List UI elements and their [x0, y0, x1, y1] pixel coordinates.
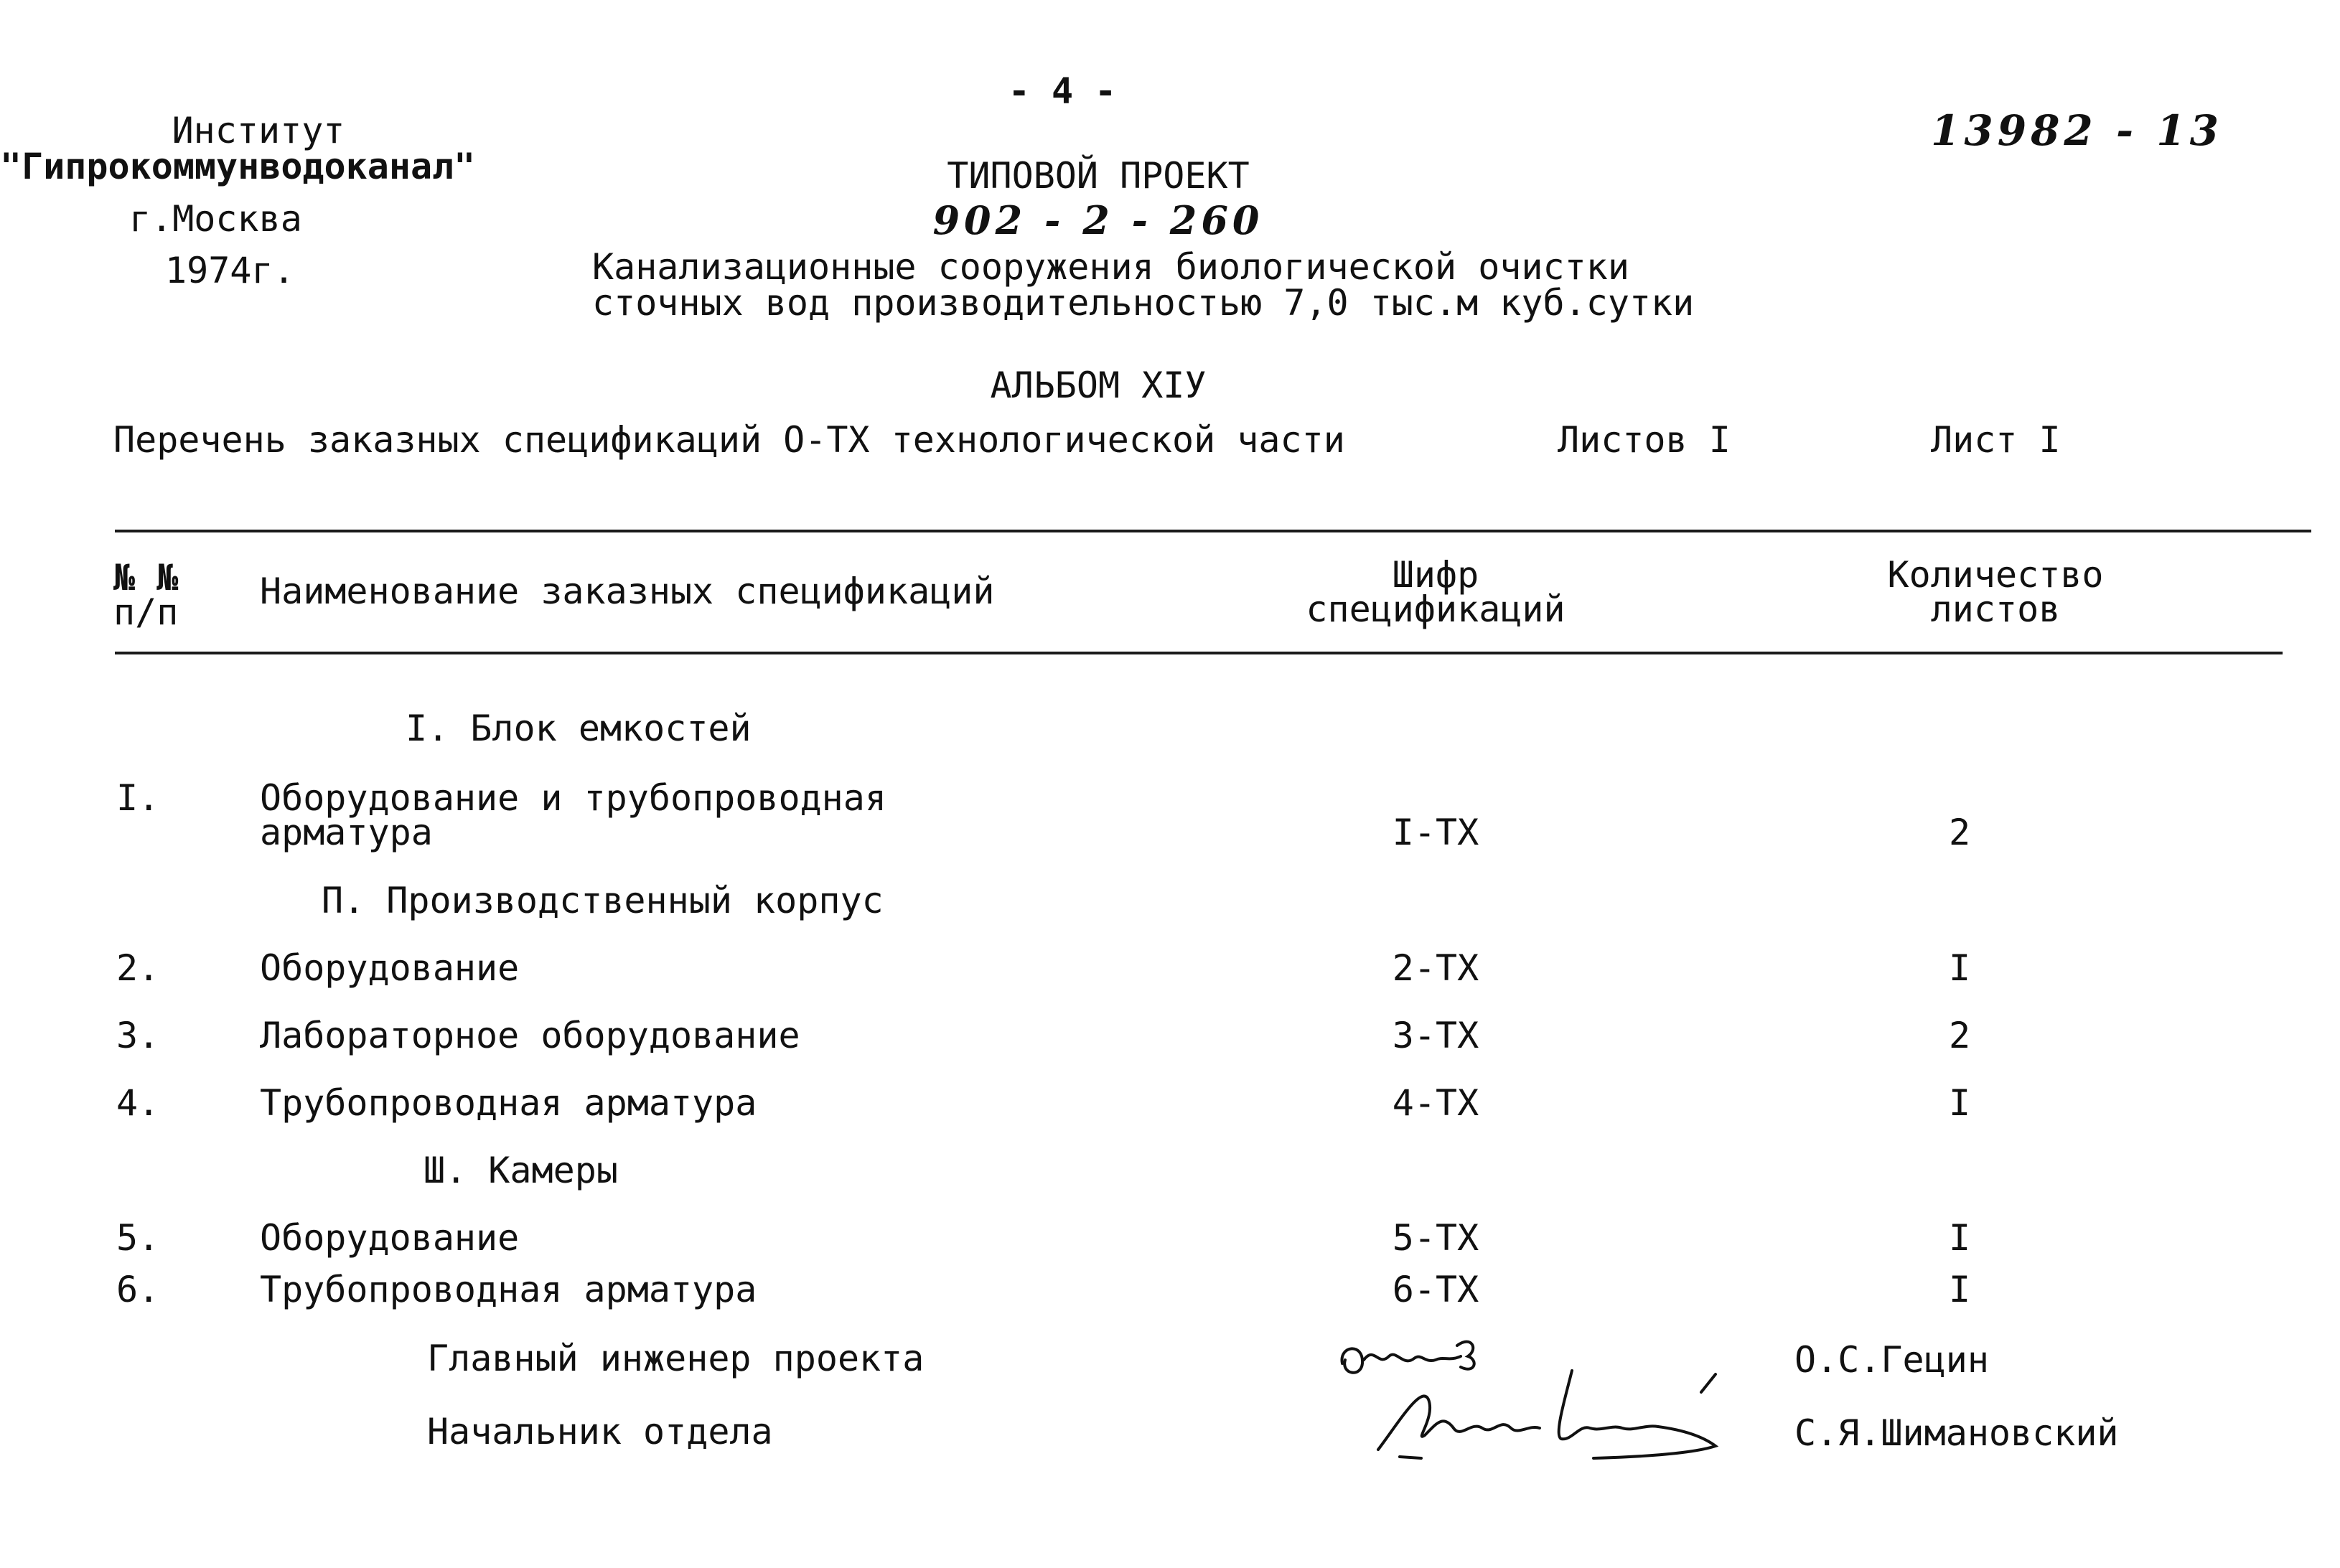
row-number: 5.	[116, 1217, 160, 1259]
project-title-line1: Канализационные сооружения биологической очистки	[592, 246, 1629, 288]
row-number: I.	[116, 777, 160, 819]
section-title: I. Блок емкостей	[406, 708, 752, 749]
department-head-name: С.Я.Шимановский	[1794, 1412, 2119, 1454]
row-qty: I	[1948, 1269, 1971, 1310]
chief-engineer-title: Главный инженер проекта	[427, 1338, 925, 1379]
row-number: 3.	[116, 1015, 160, 1056]
header-code-line1: Шифр	[1392, 554, 1479, 596]
album-title: АЛЬБОМ XIУ	[990, 365, 1207, 406]
sheet-number: Лист I	[1931, 419, 2061, 461]
row-name-line1: Оборудование и трубопроводная	[260, 777, 886, 819]
row-code: 3-ТХ	[1392, 1015, 1479, 1056]
row-code: 5-ТХ	[1392, 1217, 1479, 1259]
row-qty: I	[1948, 1217, 1971, 1259]
table-header-rule	[115, 652, 2283, 654]
project-type: ТИПОВОЙ ПРОЕКТ	[947, 155, 1250, 197]
page-number: - 4 -	[1008, 70, 1117, 112]
header-name: Наименование заказных спецификаций	[260, 571, 995, 612]
row-code: 6-ТХ	[1392, 1269, 1479, 1310]
department-head-title: Начальник отдела	[427, 1411, 773, 1452]
row-code: 2-ТХ	[1392, 947, 1479, 989]
header-num-line2: п/п	[113, 591, 179, 633]
header-qty-line1: Количество	[1887, 554, 2104, 596]
institute-name: Институт	[172, 110, 345, 151]
row-name: Трубопроводная арматура	[260, 1269, 757, 1310]
row-qty: 2	[1948, 812, 1971, 853]
row-qty: 2	[1948, 1015, 1971, 1056]
row-qty: I	[1948, 947, 1971, 989]
institute-org: "Гипрокоммунводоканал"	[0, 146, 476, 187]
row-name: Оборудование	[260, 947, 520, 989]
handwritten-number: 13982 - 13	[1931, 106, 2223, 155]
header-num-line1: № №	[113, 557, 179, 598]
row-name: Оборудование	[260, 1217, 520, 1259]
row-qty: I	[1948, 1082, 1971, 1124]
row-name: Трубопроводная арматура	[260, 1082, 757, 1124]
row-name-line2: арматура	[260, 812, 433, 853]
list-title: Перечень заказных спецификаций О-ТХ технологической части	[113, 419, 1345, 461]
section-title: П. Производственный корпус	[322, 880, 884, 921]
row-code: I-ТХ	[1392, 812, 1479, 853]
department-head-signature	[1357, 1356, 1773, 1471]
row-code: 4-ТХ	[1392, 1082, 1479, 1124]
row-name: Лабораторное оборудование	[260, 1015, 800, 1056]
row-number: 6.	[116, 1269, 160, 1310]
table-top-rule	[115, 530, 2311, 532]
row-number: 4.	[116, 1082, 160, 1124]
sheets-total: Листов I	[1558, 419, 1731, 461]
year: 1974г.	[165, 250, 295, 291]
row-number: 2.	[116, 947, 160, 989]
project-title-line2: сточных вод производительностью 7,0 тыс.м куб.сутки	[592, 282, 1695, 324]
header-qty-line2: листов	[1930, 588, 2061, 630]
section-title: Ш. Камеры	[423, 1150, 618, 1191]
chief-engineer-name: О.С.Гецин	[1794, 1339, 1989, 1381]
header-code-line2: спецификаций	[1306, 588, 1566, 630]
city: г.Москва	[129, 198, 302, 240]
project-number: 902 - 2 - 260	[932, 197, 1264, 243]
